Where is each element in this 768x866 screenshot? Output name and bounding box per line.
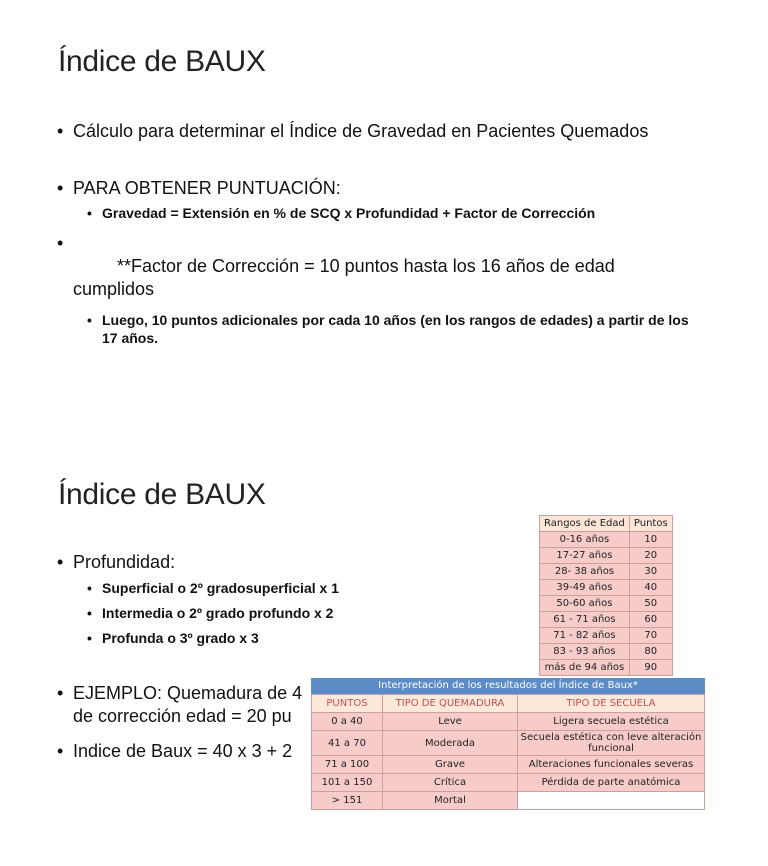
bullet-puntuacion: • PARA OBTENER PUNTUACIÓN: [57, 178, 341, 198]
tipo-secuela-cell: Pérdida de parte anatómica [518, 774, 705, 792]
puntos-cell: 71 a 100 [312, 756, 383, 774]
tipo-quemadura-cell: Leve [383, 713, 518, 731]
age-range-cell: 39-49 años [540, 580, 630, 596]
age-points-cell: 80 [629, 644, 672, 660]
age-header-range: Rangos de Edad [540, 516, 630, 532]
age-points-cell: 10 [629, 532, 672, 548]
puntos-cell: 101 a 150 [312, 774, 383, 792]
age-table-row [540, 564, 673, 580]
age-points-cell: 50 [629, 596, 672, 612]
puntos-cell: > 151 [312, 792, 383, 810]
age-table-row [540, 532, 673, 548]
age-points-cell: 40 [629, 580, 672, 596]
slide-2-title: Índice de BAUX [58, 478, 266, 511]
tipo-secuela-cell: Alteraciones funcionales severas [518, 756, 705, 774]
age-range-cell: más de 94 años [540, 660, 630, 676]
age-table-row [540, 580, 673, 596]
age-table-row [540, 660, 673, 676]
bullet-dot: • [57, 233, 64, 253]
bullet-profundidad: • Profundidad: [57, 552, 176, 572]
tipo-secuela-cell: Ligera secuela estética [518, 713, 705, 731]
puntos-cell: 41 a 70 [312, 731, 383, 756]
bullet-dot: • [87, 630, 92, 646]
age-range-cell: 28- 38 años [540, 564, 630, 580]
bullet-dot: • [57, 178, 64, 198]
age-range-cell: 17-27 años [540, 548, 630, 564]
age-range-cell: 83 - 93 años [540, 644, 630, 660]
bullet-dot: • [57, 121, 64, 141]
bullet-dot: • [87, 580, 92, 596]
age-points-cell: 60 [629, 612, 672, 628]
interp-table-row [312, 756, 705, 774]
tipo-quemadura-cell: Moderada [383, 731, 518, 756]
age-points-cell: 30 [629, 564, 672, 580]
age-points-cell: 20 [629, 548, 672, 564]
age-range-cell: 0-16 años [540, 532, 630, 548]
slide-1-title: Índice de BAUX [58, 45, 266, 78]
bullet-dot: • [57, 683, 64, 703]
bullet-ejemplo: • EJEMPLO: Quemadura de 4 de corrección edad = 20 pu [57, 683, 303, 726]
age-table-row [540, 628, 673, 644]
age-points-cell: 90 [629, 660, 672, 676]
interp-header-puntos: PUNTOS [312, 695, 383, 713]
age-table-row [540, 644, 673, 660]
age-range-cell: 61 - 71 años [540, 612, 630, 628]
age-range-cell: 50-60 años [540, 596, 630, 612]
interp-header-tipo-quemadura: TIPO DE QUEMADURA [383, 695, 518, 713]
bullet-dot: • [87, 605, 92, 621]
puntos-cell: 0 a 40 [312, 713, 383, 731]
interpretation-title: Interpretación de los resultados del Índice de Baux* [311, 678, 705, 694]
tipo-quemadura-cell: Crítica [383, 774, 518, 792]
bullet-dot: • [57, 552, 64, 572]
age-range-cell: 71 - 82 años [540, 628, 630, 644]
tipo-secuela-cell: Secuela estética con leve alteración funcional [518, 731, 705, 756]
interp-header-tipo-secuela: TIPO DE SECUELA [518, 695, 705, 713]
bullet-factor: • **Factor de Corrección = 10 puntos hasta los 16 años de edad cumplidos [57, 233, 615, 299]
tipo-secuela-cell [518, 792, 705, 810]
bullet-calculo: • Cálculo para determinar el Índice de Gravedad en Pacientes Quemados [57, 121, 649, 141]
interp-table-row [312, 774, 705, 792]
bullet-dot: • [87, 312, 92, 328]
sub-profunda: • Profunda o 3º grado x 3 [87, 630, 259, 646]
sub-superficial: • Superficial o 2º gradosuperficial x 1 [87, 580, 339, 596]
interp-table-row [312, 731, 705, 756]
sub-intermedia: • Intermedia o 2º grado profundo x 2 [87, 605, 334, 621]
sub-luego: • Luego, 10 puntos adicionales por cada 10 años (en los rangos de edades) a partir de los 17 años. [87, 312, 689, 346]
slide-2 [0, 433, 768, 866]
bullet-indice: • Indice de Baux = 40 x 3 + 2 [57, 741, 293, 761]
tipo-quemadura-cell: Grave [383, 756, 518, 774]
bullet-dot: • [57, 741, 64, 761]
interp-table-row [312, 792, 705, 810]
age-table-row [540, 548, 673, 564]
age-points-cell: 70 [629, 628, 672, 644]
age-table-row [540, 596, 673, 612]
interpretation-table [311, 678, 705, 810]
age-table-row [540, 612, 673, 628]
sub-gravedad: • Gravedad = Extensión en % de SCQ x Profundidad + Factor de Corrección [87, 205, 596, 221]
tipo-quemadura-cell: Mortal [383, 792, 518, 810]
bullet-dot: • [87, 205, 92, 221]
interp-table-row [312, 713, 705, 731]
age-header-points: Puntos [629, 516, 672, 532]
age-range-table [539, 515, 673, 676]
